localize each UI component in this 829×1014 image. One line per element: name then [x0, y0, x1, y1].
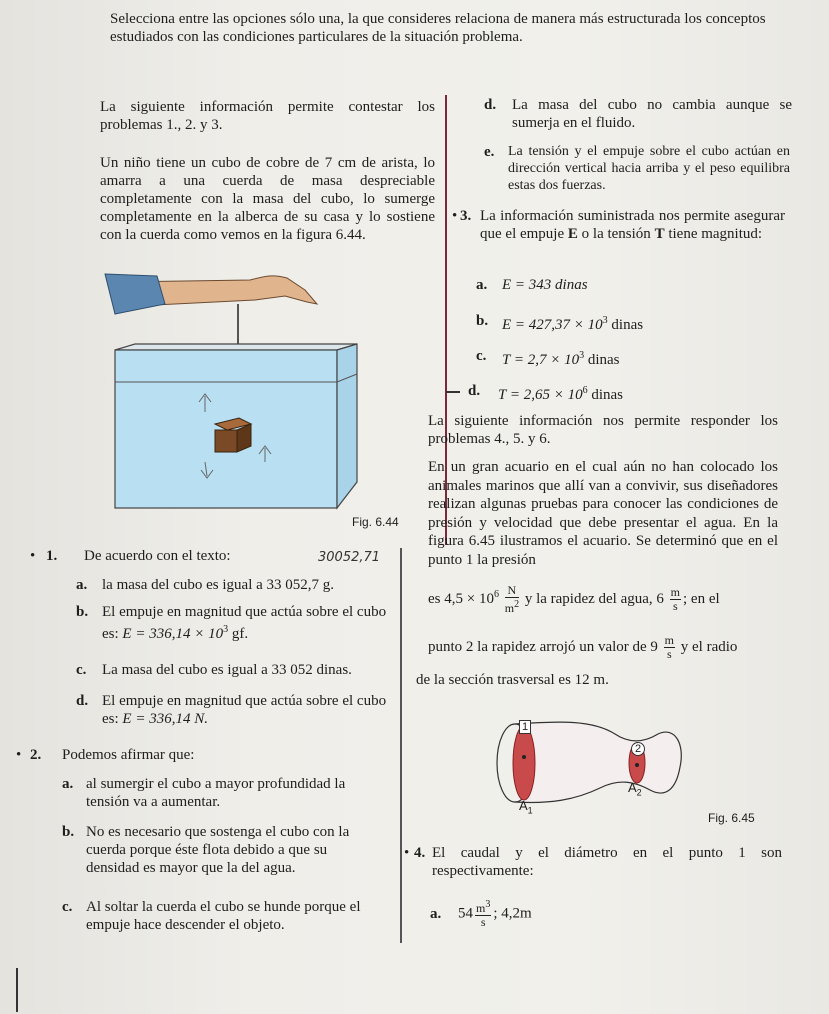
- q3-T: T: [654, 226, 665, 242]
- q4-a-option[interactable]: [458, 898, 532, 929]
- q2-b-text[interactable]: No es necesario que sostenga el cubo con la cuerda porque éste flota debido a que su densidad es mayor que la del agua.: [86, 824, 350, 876]
- q2-c-label: c.: [62, 899, 73, 915]
- q3-c-label: c.: [476, 348, 487, 364]
- q1-bullet: •: [30, 548, 36, 564]
- q4-stem: El caudal y el diámetro en el punto 1 son respectivamente:: [432, 845, 782, 879]
- q4-a-unit: [475, 898, 491, 929]
- q3-a-eq-text: E = 343 dinas: [502, 277, 588, 293]
- q3-a-eq[interactable]: [502, 276, 588, 294]
- point2-text: punto 2 la rapidez arrojó un valor de 9: [428, 638, 658, 655]
- q2-b-label: b.: [62, 824, 75, 840]
- q3-bullet: •: [452, 208, 458, 224]
- q3-E: E: [567, 226, 578, 242]
- right-d-label: d.: [484, 97, 497, 113]
- point-1-label: 1: [519, 720, 531, 734]
- q1-d-text: El empuje en magnitud que actúa sobre el cubo es:: [102, 693, 387, 727]
- q3-number: 3.: [460, 208, 472, 224]
- q3-d-unit: dinas: [587, 387, 623, 403]
- q2-a-text[interactable]: al sumergir el cubo a mayor profundidad la tensión va a aumentar.: [86, 776, 346, 810]
- q1-b-exp: 3: [223, 624, 229, 635]
- tube-shape: [515, 722, 681, 802]
- frac-m2-base: m: [504, 601, 515, 615]
- q1-b-option[interactable]: [102, 603, 402, 643]
- q3-stem-pre: La información suministrada nos permite asegurar que el empuje: [480, 208, 785, 242]
- right-e-label: e.: [484, 144, 495, 160]
- q3-stem: [480, 207, 785, 243]
- q1-d-label: d.: [76, 693, 89, 709]
- q1-c-label: c.: [76, 662, 87, 678]
- radius-text: y el radio: [680, 638, 738, 655]
- a2-sub: 2: [636, 787, 642, 798]
- q3-a-label: a.: [476, 277, 488, 293]
- pencil-mark: [446, 391, 460, 393]
- section-1-disk: [513, 726, 535, 800]
- a1-sub: 1: [527, 805, 533, 816]
- frac-s-2: s: [667, 647, 672, 661]
- q1-number: 1.: [46, 548, 58, 564]
- q2-number: 2.: [30, 747, 42, 763]
- intro-problems-4-6: La siguiente información nos permite responder los problemas 4., 5. y 6.: [428, 413, 778, 447]
- q3-b-eq-text: E = 427,37 × 10: [502, 317, 603, 333]
- q1-d-eq: E = 336,14 N.: [122, 711, 208, 727]
- q3-d-eq-text: T = 2,65 × 10: [498, 387, 583, 403]
- unit-N-m2: [505, 584, 519, 615]
- right-e-text[interactable]: La tensión y el empuje sobre el cubo actúan en dirección vertical hacia arriba y el peso equilibra estas dos fuerzas.: [508, 144, 790, 193]
- q3-b-exp: 3: [602, 315, 608, 326]
- q1-a-label: a.: [76, 577, 88, 593]
- q2-c-text[interactable]: Al soltar la cuerda el cubo se hunde porque el empuje hace descender el objeto.: [86, 899, 361, 933]
- intro-problems-1-3: La siguiente información permite contestar los problemas 1., 2. y 3.: [100, 99, 435, 133]
- q4-a-rest: ; 4,2m: [493, 905, 532, 922]
- q4-a-s: s: [480, 915, 486, 929]
- frac-m2: [505, 598, 519, 615]
- scenario-cube: Un niño tiene un cubo de cobre de 7 cm de arista, lo amarra a una cuerda de masa despreciable completamente con la masa del cubo, lo sumerge completamente en la alberca de su casa y lo sostiene con la cuerda como vemos en la figura 6.44.: [100, 155, 435, 243]
- q1-b-label: b.: [76, 604, 89, 620]
- speed-end: ; en el: [683, 590, 720, 607]
- sleeve-shape: [105, 274, 165, 314]
- q4-a-m: m: [476, 901, 486, 915]
- handwritten-note: 30052,71: [318, 550, 381, 565]
- q4-bullet: •: [404, 845, 410, 861]
- figure-6-45: [480, 712, 690, 812]
- figure-6-44: [95, 262, 415, 524]
- q3-c-unit: dinas: [584, 352, 620, 368]
- right-d-text[interactable]: La masa del cubo no cambia aunque se sumerja en el fluido.: [512, 97, 792, 131]
- q1-b-unit: gf.: [228, 626, 249, 642]
- a1-letter: A: [519, 798, 528, 813]
- q4-a-label: a.: [430, 906, 442, 922]
- q4-number: 4.: [414, 845, 426, 861]
- q3-c-eq-text: T = 2,7 × 10: [502, 352, 580, 368]
- q4-a-unit-num: [475, 898, 491, 916]
- scenario-aquarium-line3: de la sección trasversal es 12 m.: [416, 672, 609, 688]
- scenario-aquarium-line2: [428, 634, 737, 661]
- q3-d-eq[interactable]: [498, 382, 623, 404]
- pressure-value: es 4,5 × 10: [428, 590, 494, 607]
- q1-d-option[interactable]: [102, 692, 392, 728]
- scenario-aquarium: En un gran acuario en el cual aún no han colocado los animales marinos que allí van a convivir, sus diseñadores realizan algunas pruebas para conocer las condiciones de presión y velocidad que debe presentar el agua. En la figura 6.45 ilustramos el acuario. Se determinó que en el punto 1 la presión: [428, 459, 778, 568]
- instruction-text: Selecciona entre las opciones sólo una, la que consideres relaciona de manera más estructurada los conceptos estudiados con las condiciones particulares de la situación problema.: [110, 11, 766, 45]
- q1-a-text[interactable]: la masa del cubo es igual a 33 052,7 g.: [102, 577, 335, 593]
- q3-d-exp: 6: [582, 385, 588, 396]
- frac-N: N: [505, 584, 519, 598]
- q3-stem-post: tiene magnitud:: [668, 226, 763, 242]
- unit-m-s: [670, 586, 681, 613]
- area-a1-label: [519, 798, 533, 816]
- frac-m-2: m: [664, 633, 675, 647]
- q1-c-text[interactable]: La masa del cubo es igual a 33 052 dinas.: [102, 662, 352, 678]
- area-a2-label: [628, 780, 642, 798]
- point-2-label: 2: [631, 742, 645, 756]
- q2-stem: Podemos afirmar que:: [62, 747, 195, 763]
- q3-b-eq[interactable]: [502, 312, 643, 334]
- a2-letter: A: [628, 780, 637, 795]
- frac-m: m: [670, 585, 681, 599]
- q3-b-unit: dinas: [607, 317, 644, 333]
- q3-c-eq[interactable]: [502, 347, 620, 369]
- q1-b-eq: E = 336,14 × 10: [122, 626, 224, 642]
- q2-bullet: •: [16, 747, 22, 763]
- fig-645-caption: Fig. 6.45: [708, 811, 755, 825]
- q3-b-label: b.: [476, 313, 489, 329]
- q4-a-exp: 3: [485, 899, 491, 910]
- copper-cube: [215, 430, 237, 452]
- q3-d-label: d.: [468, 383, 481, 399]
- scenario-aquarium-values: [428, 584, 788, 615]
- q1-b-text: El empuje en magnitud que actúa sobre el cubo es:: [102, 604, 387, 642]
- q3-stem-mid: o la tensión: [581, 226, 651, 242]
- unit-m-s-2: [664, 634, 675, 661]
- frac-s: s: [673, 599, 678, 613]
- q4-a-val: 54: [458, 905, 473, 922]
- column-divider-bottom: [400, 548, 402, 943]
- frac-m2-exp: 2: [514, 599, 520, 610]
- speed-text: y la rapidez del agua, 6: [524, 590, 664, 607]
- q1-stem: De acuerdo con el texto:: [84, 548, 231, 564]
- pool-side: [337, 344, 357, 508]
- pencil-line: [16, 968, 18, 1012]
- pressure-exp: 6: [493, 588, 499, 600]
- q2-a-label: a.: [62, 776, 74, 792]
- fig-644-caption: Fig. 6.44: [352, 515, 399, 529]
- q3-c-exp: 3: [579, 350, 585, 361]
